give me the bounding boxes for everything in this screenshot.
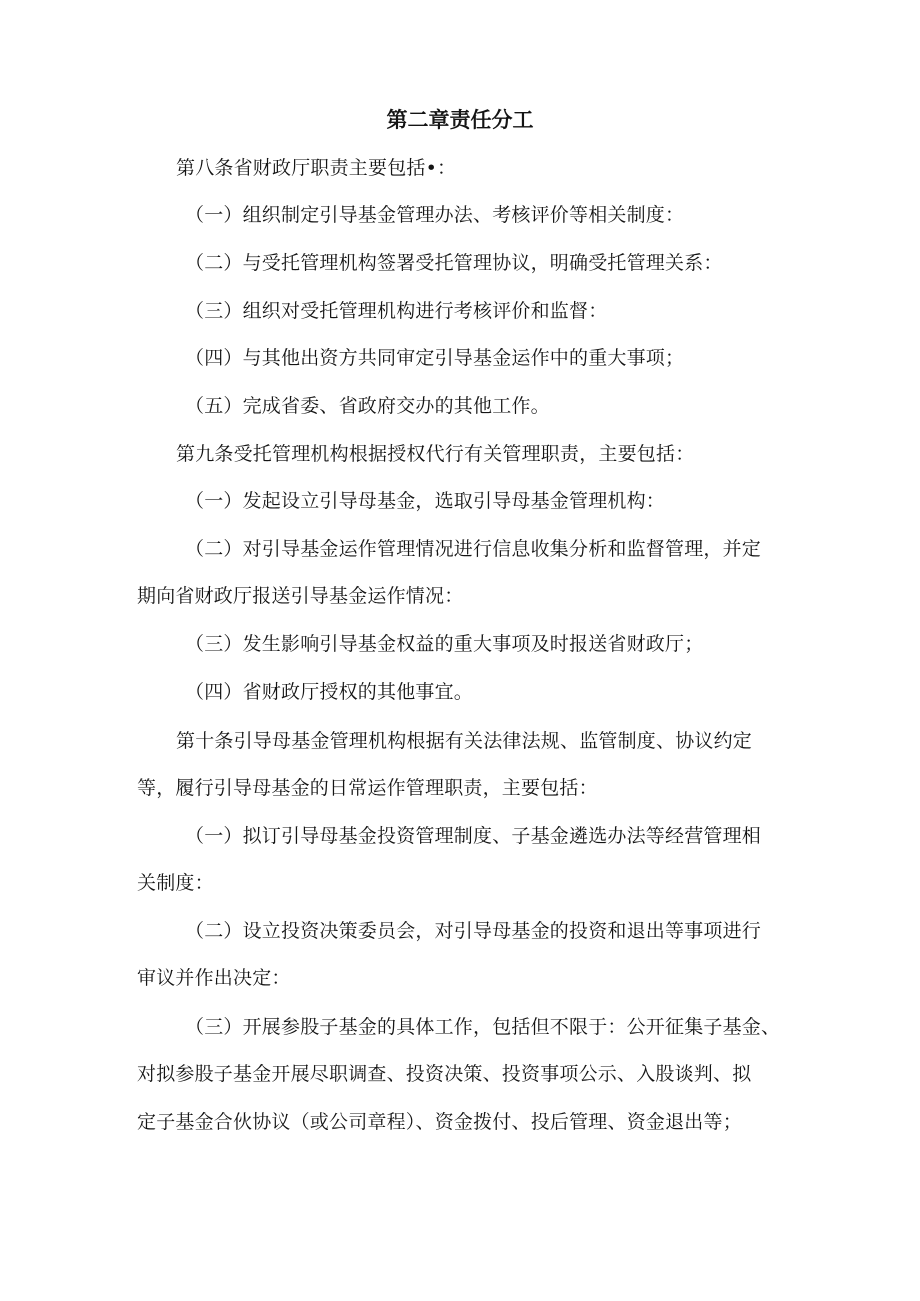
- article-8-item-5: （五）完成省委、省政府交办的其他工作。: [185, 395, 550, 417]
- article-10-item-2: （二）设立投资决策委员会，对引导母基金的投资和退出等事项进行: [185, 920, 762, 942]
- article-10-item-2-cont: 审议并作出决定：: [137, 967, 291, 989]
- article-8-item-3: （三）组织对受托管理机构进行考核评价和监督：: [185, 300, 608, 322]
- article-9-item-2: （二）对引导基金运作管理情况进行信息收集分析和监督管理，并定: [185, 538, 762, 560]
- article-9-item-1: （一）发起设立引导母基金，选取引导母基金管理机构：: [185, 490, 666, 512]
- article-8-item-1: （一）组织制定引导基金管理办法、考核评价等相关制度：: [185, 204, 685, 226]
- article-10-item-3-cont-1: 对拟参股子基金开展尽职调查、投资决策、投资事项公示、入股谈判、拟: [137, 1063, 752, 1085]
- article-8-heading: 第八条省财政厅职责主要包括•：: [176, 157, 457, 179]
- article-10-heading-cont: 等，履行引导母基金的日常运作管理职责，主要包括：: [137, 777, 598, 799]
- article-10-item-3-cont-2: 定子基金合伙协议（或公司章程）、资金拨付、投后管理、资金退出等；: [137, 1111, 742, 1133]
- article-10-item-1-cont: 关制度：: [137, 872, 214, 894]
- article-9-item-2-cont: 期向省财政厅报送引导基金运作情况：: [137, 585, 464, 607]
- article-9-item-3: （三）发生影响引导基金权益的重大事项及时报送省财政厅；: [185, 633, 704, 655]
- article-10-item-3: （三）开展参股子基金的具体工作，包括但不限于：公开征集子基金、: [185, 1016, 781, 1038]
- article-10-item-1: （一）拟订引导母基金投资管理制度、子基金遴选办法等经营管理相: [185, 825, 762, 847]
- article-9-item-4: （四）省财政厅授权的其他事宜。: [185, 681, 474, 703]
- article-10-heading: 第十条引导母基金管理机构根据有关法律法规、监管制度、协议约定: [176, 730, 753, 752]
- article-9-heading: 第九条受托管理机构根据授权代行有关管理职责，主要包括：: [176, 443, 695, 465]
- article-8-item-2: （二）与受托管理机构签署受托管理协议，明确受托管理关系：: [185, 252, 723, 274]
- chapter-title: 第二章责任分工: [386, 108, 534, 132]
- article-8-item-4: （四）与其他出资方共同审定引导基金运作中的重大事项；: [185, 347, 685, 369]
